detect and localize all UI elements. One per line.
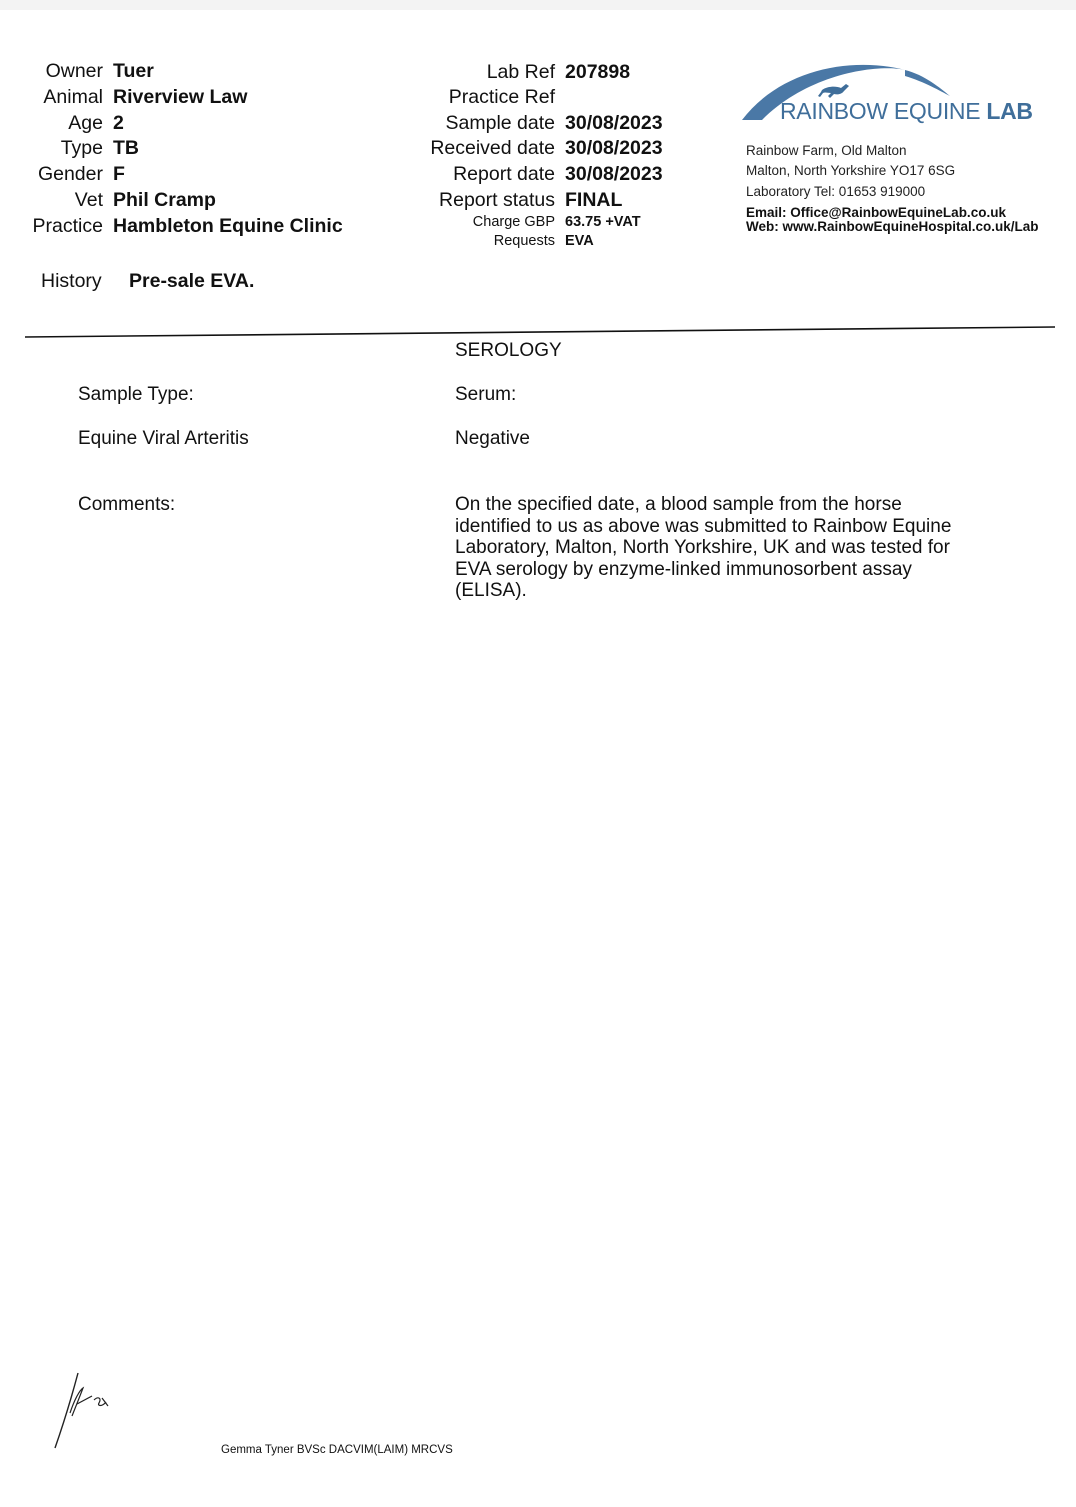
practice-label: Practice [32,215,103,237]
report-date-label: Report date [453,163,555,185]
logo-name-regular: RAINBOW EQUINE [780,98,987,124]
requests-row [0,232,700,251]
logo-wordmark [780,98,1033,125]
vet-label: Vet [74,189,103,211]
type-value: TB [113,137,139,159]
lab-ref-label: Lab Ref [486,61,555,83]
received-date-label: Received date [430,137,555,159]
sample-type-value: Serum: [455,384,517,405]
owner-value: Tuer [113,60,154,82]
age-value: 2 [113,112,124,134]
address-line-2: Malton, North Yorkshire YO17 6SG [746,163,956,178]
gender-label: Gender [37,163,103,185]
sample-date-row [0,110,700,136]
sample-date-value: 30/08/2023 [565,112,663,134]
logo-arc-tail [905,70,950,96]
age-label: Age [68,112,103,134]
charge-row [0,213,700,232]
gender-value: F [113,163,125,185]
top-margin-bar [0,0,1076,10]
address-email: Email: Office@RainbowEquineLab.co.uk [746,205,1006,220]
report-status-value: FINAL [565,189,623,211]
test-result: Negative [455,428,530,449]
comments-text: On the specified date, a blood sample from the horse identified to us as above was submitted to Rainbow Equine Laboratory, Malton, North Yorkshire, UK and was tested for EVA serology by enzyme-linked immunosorbent assay (ELISA). [455,494,952,601]
section-heading: SEROLOGY [455,340,562,361]
comments-label: Comments: [78,494,176,515]
report-status-label: Report status [439,189,555,211]
owner-label: Owner [45,60,103,82]
sample-date-label: Sample date [445,112,555,134]
requests-label: Requests [493,233,555,249]
logo-name-bold: LAB [986,98,1033,124]
practice-value: Hambleton Equine Clinic [113,215,343,237]
section-divider [25,326,1055,338]
lab-ref-value: 207898 [565,61,631,83]
animal-value: Riverview Law [113,86,248,108]
animal-label: Animal [43,86,103,108]
practice-ref-label: Practice Ref [448,86,555,108]
received-date-value: 30/08/2023 [565,137,663,159]
charge-label: Charge GBP [472,214,555,230]
history-value: Pre-sale EVA. [129,270,255,292]
history-label: History [41,270,102,292]
type-label: Type [60,137,103,159]
address-line-1: Rainbow Farm, Old Malton [746,143,907,158]
received-date-row [0,135,700,161]
charge-value: 63.75 +VAT [565,214,641,230]
horse-icon [818,84,849,98]
requests-value: EVA [565,233,594,249]
report-date-row [0,161,700,187]
vet-value: Phil Cramp [113,189,216,211]
practice-ref-row [0,84,700,110]
report-date-value: 30/08/2023 [565,163,663,185]
address-web: Web: www.RainbowEquineHospital.co.uk/Lab [746,219,1039,234]
signer-name: Gemma Tyner BVSc DACVIM(LAIM) MRCVS [221,1444,453,1456]
lab-ref-row [0,59,700,85]
sample-type-label: Sample Type: [78,384,194,405]
address-phone: Laboratory Tel: 01653 919000 [746,184,926,199]
handwritten-signature [50,1368,120,1453]
test-name: Equine Viral Arteritis [78,428,249,449]
report-status-row [0,187,700,213]
